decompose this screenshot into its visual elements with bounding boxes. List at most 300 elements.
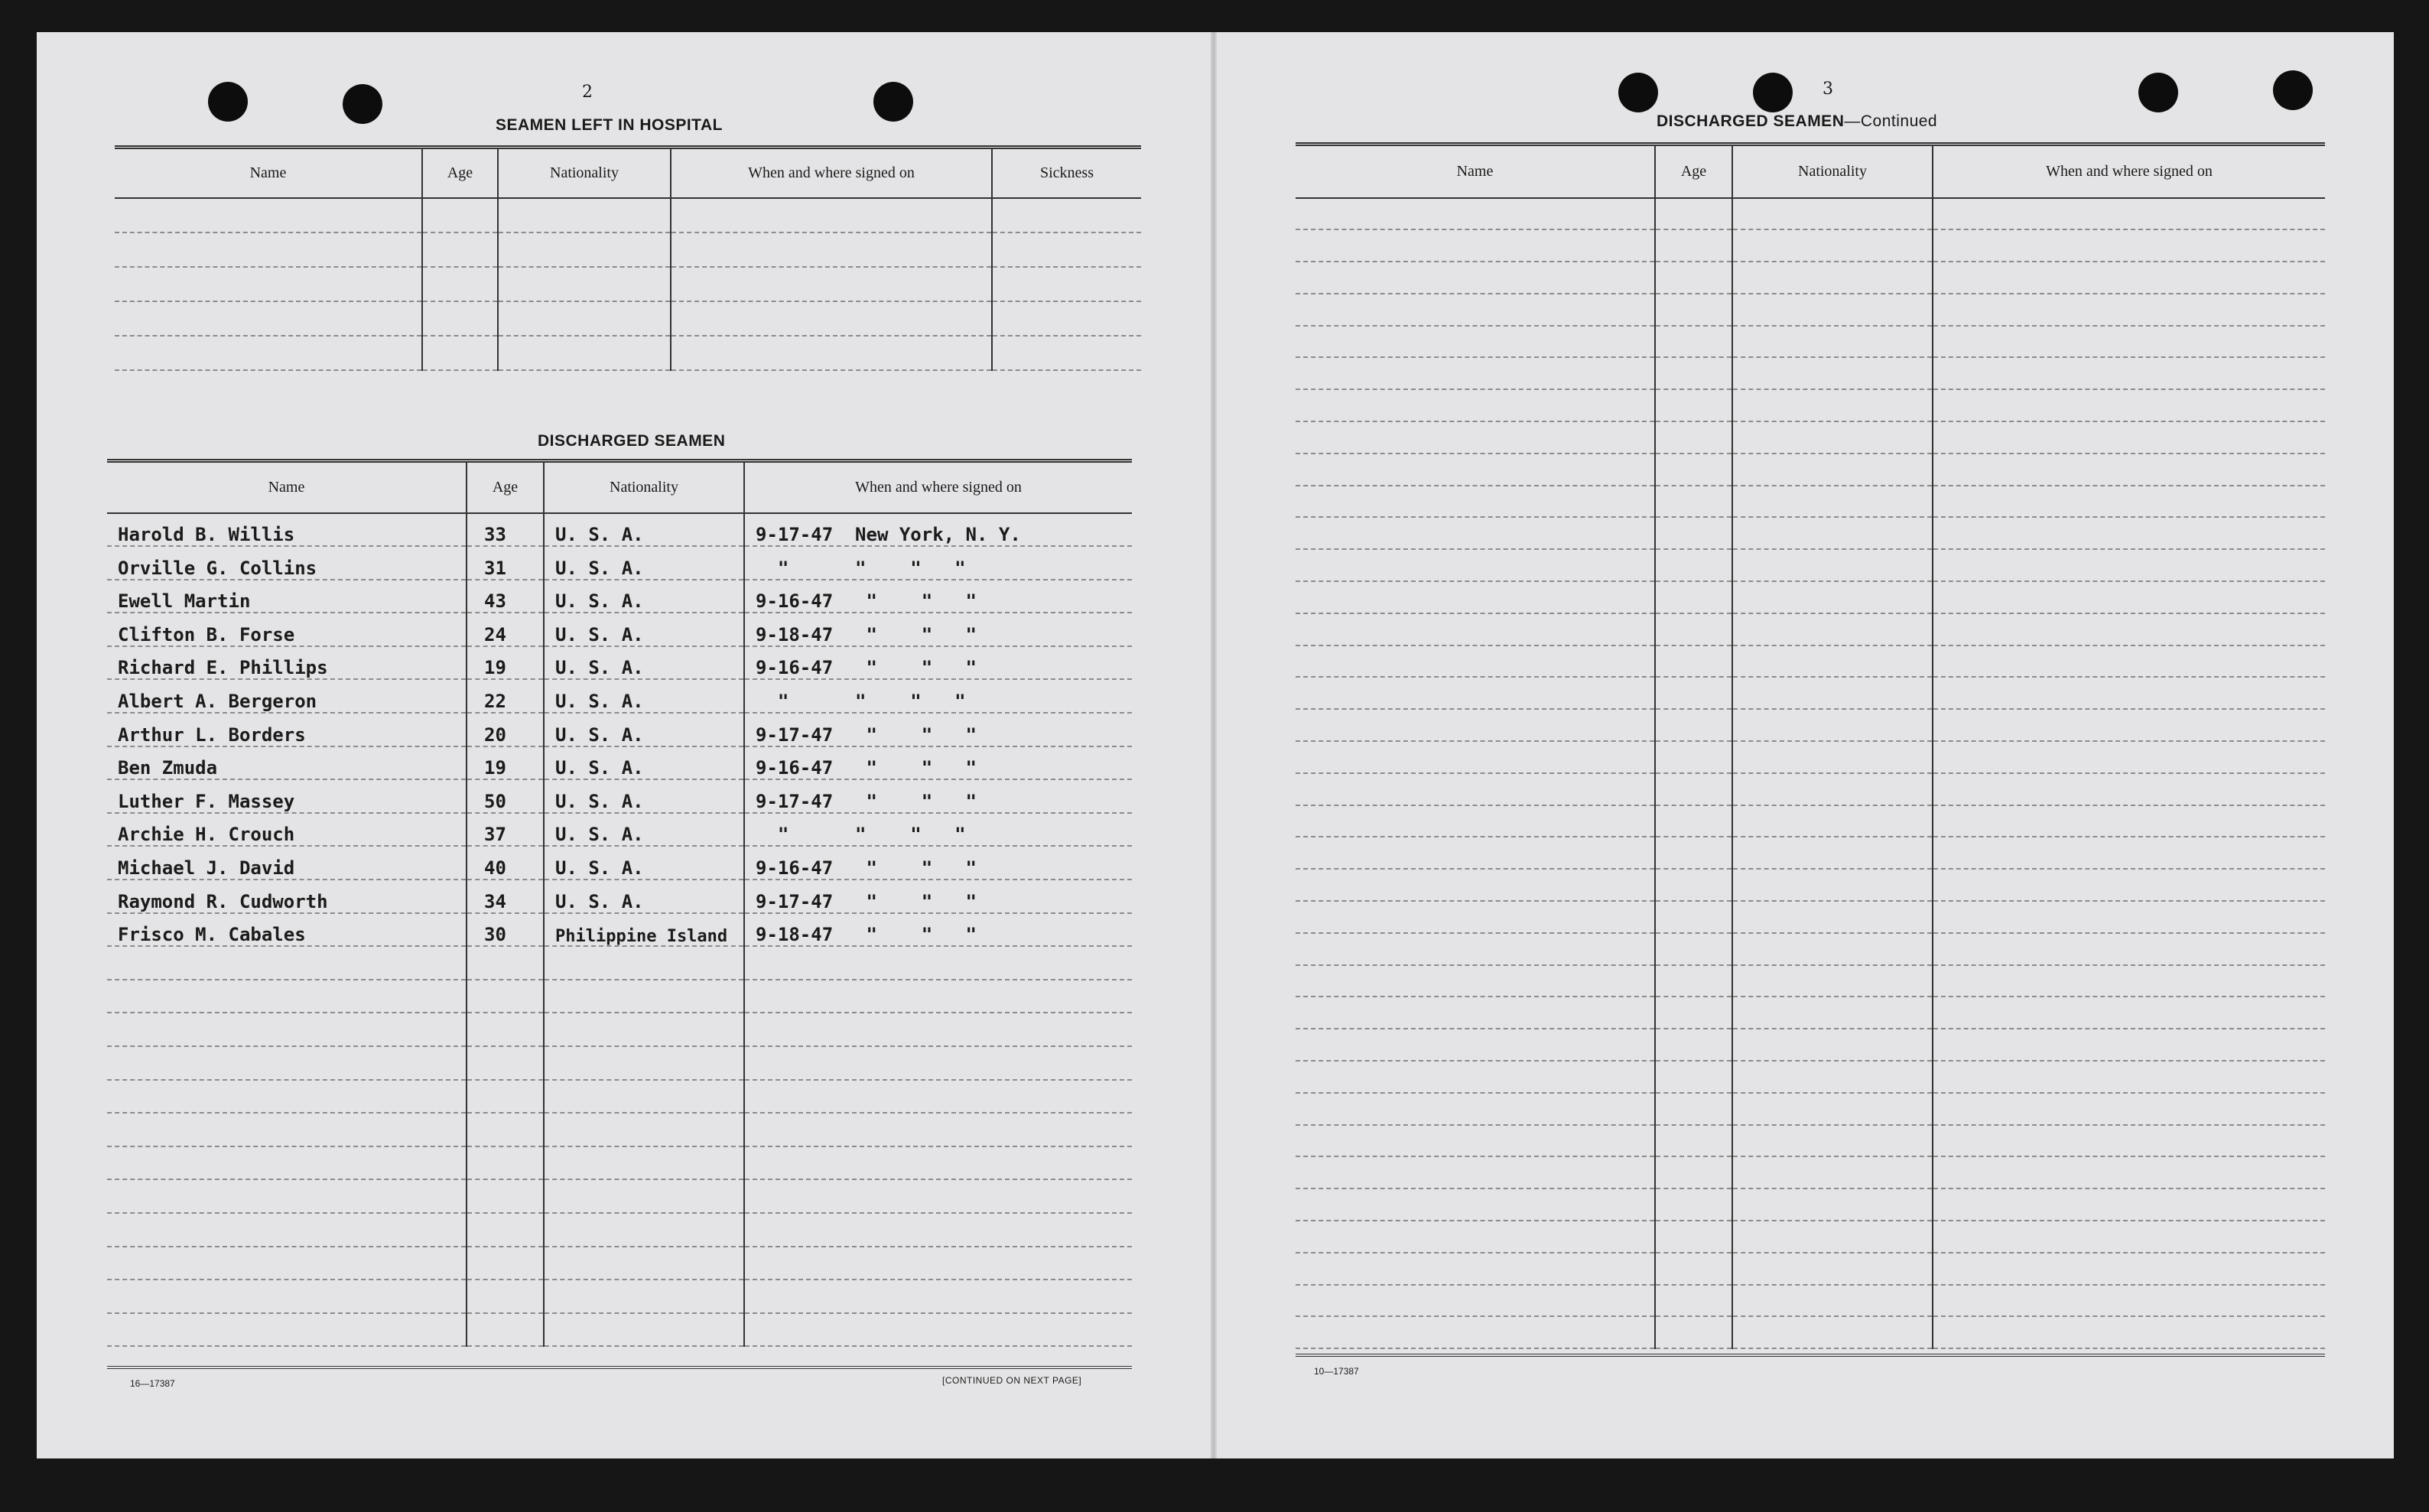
table-row bbox=[107, 1247, 1132, 1280]
seaman-age: 33 bbox=[467, 513, 544, 547]
table-cell bbox=[1655, 1156, 1732, 1188]
table-cell bbox=[467, 946, 544, 980]
seaman-name: Ben Zmuda bbox=[107, 746, 467, 780]
page-gutter bbox=[1211, 32, 1217, 1458]
table-cell bbox=[422, 198, 498, 232]
table-cell bbox=[744, 1113, 1132, 1146]
table-row bbox=[107, 679, 1132, 713]
seaman-name: Harold B. Willis bbox=[107, 513, 467, 547]
seaman-age: 19 bbox=[467, 646, 544, 680]
page-number: 2 bbox=[582, 83, 593, 102]
table-row bbox=[1296, 1188, 2325, 1221]
table-cell bbox=[1655, 837, 1732, 869]
table-cell bbox=[1933, 262, 2325, 294]
table-cell bbox=[1296, 1253, 1655, 1285]
table-cell bbox=[1655, 677, 1732, 709]
table-cell bbox=[1655, 1285, 1732, 1317]
table-row bbox=[1296, 486, 2325, 518]
table-cell bbox=[1296, 198, 1655, 230]
table-cell bbox=[1933, 229, 2325, 262]
table-cell bbox=[1732, 965, 1933, 997]
table-cell bbox=[992, 267, 1141, 301]
discharged-table bbox=[107, 459, 1132, 1347]
seaman-age: 50 bbox=[467, 779, 544, 813]
seaman-signed-on: 9-16-47 " " " bbox=[744, 846, 1132, 880]
table-cell bbox=[1296, 933, 1655, 965]
discharged-continued-table bbox=[1296, 142, 2325, 1349]
table-cell bbox=[1732, 773, 1933, 805]
table-cell bbox=[1296, 1188, 1655, 1221]
page-number: 3 bbox=[1823, 80, 1833, 99]
seaman-name: Orville G. Collins bbox=[107, 546, 467, 580]
table-row bbox=[107, 980, 1132, 1013]
table-cell bbox=[1732, 1188, 1933, 1221]
table-row bbox=[1296, 645, 2325, 678]
seaman-name: Clifton B. Forse bbox=[107, 613, 467, 646]
table-row bbox=[1296, 294, 2325, 326]
table-cell bbox=[744, 1179, 1132, 1213]
table-cell bbox=[1933, 1188, 2325, 1221]
table-cell bbox=[498, 336, 671, 370]
table-cell bbox=[1732, 741, 1933, 773]
table-cell bbox=[1933, 1221, 2325, 1253]
table-cell bbox=[1296, 741, 1655, 773]
column-header-nationality: Nationality bbox=[498, 148, 671, 198]
seaman-nationality: U. S. A. bbox=[544, 880, 744, 913]
form-number: 16—17387 bbox=[130, 1378, 175, 1389]
table-cell bbox=[1933, 357, 2325, 389]
table-cell bbox=[1655, 901, 1732, 933]
table-cell bbox=[1296, 294, 1655, 326]
table-cell bbox=[1296, 1061, 1655, 1093]
seaman-age: 31 bbox=[467, 546, 544, 580]
table-cell bbox=[1655, 1061, 1732, 1093]
table-cell bbox=[544, 1280, 744, 1313]
table-row bbox=[1296, 1061, 2325, 1093]
table-row bbox=[1296, 262, 2325, 294]
seaman-name: Richard E. Phillips bbox=[107, 646, 467, 680]
seaman-age: 37 bbox=[467, 813, 544, 847]
table-cell bbox=[1732, 997, 1933, 1029]
table-cell bbox=[1296, 1221, 1655, 1253]
table-cell bbox=[1732, 1061, 1933, 1093]
table-cell bbox=[115, 232, 422, 267]
table-cell bbox=[1296, 262, 1655, 294]
table-cell bbox=[544, 1046, 744, 1080]
table-cell bbox=[1296, 1029, 1655, 1061]
table-cell bbox=[1655, 198, 1732, 230]
discharged-section-title: DISCHARGED SEAMEN bbox=[538, 432, 726, 450]
table-cell bbox=[1655, 741, 1732, 773]
table-row bbox=[107, 1146, 1132, 1180]
table-row bbox=[115, 301, 1141, 336]
table-cell bbox=[1732, 645, 1933, 678]
punch-hole bbox=[208, 82, 248, 122]
table-row bbox=[115, 267, 1141, 301]
table-cell bbox=[1655, 326, 1732, 358]
table-row bbox=[107, 813, 1132, 847]
seaman-name: Raymond R. Cudworth bbox=[107, 880, 467, 913]
seaman-signed-on: " " " " bbox=[744, 679, 1132, 713]
table-cell bbox=[1933, 773, 2325, 805]
table-cell bbox=[1732, 709, 1933, 741]
table-row bbox=[1296, 773, 2325, 805]
table-cell bbox=[1655, 773, 1732, 805]
table-cell bbox=[1933, 1316, 2325, 1348]
table-cell bbox=[467, 1247, 544, 1280]
table-cell bbox=[1296, 581, 1655, 613]
table-cell bbox=[544, 1313, 744, 1347]
table-cell bbox=[1655, 262, 1732, 294]
table-row bbox=[1296, 837, 2325, 869]
table-cell bbox=[1933, 1285, 2325, 1317]
column-header-nationality: Nationality bbox=[1732, 145, 1933, 198]
table-row bbox=[107, 1113, 1132, 1146]
table-row bbox=[1296, 1125, 2325, 1157]
table-row bbox=[1296, 357, 2325, 389]
table-cell bbox=[1732, 389, 1933, 421]
table-row bbox=[107, 746, 1132, 780]
table-cell bbox=[744, 946, 1132, 980]
table-cell bbox=[1933, 517, 2325, 549]
table-cell bbox=[744, 1046, 1132, 1080]
seaman-nationality: U. S. A. bbox=[544, 846, 744, 880]
table-cell bbox=[107, 1280, 467, 1313]
seaman-age: 43 bbox=[467, 580, 544, 613]
seaman-signed-on: 9-17-47 " " " bbox=[744, 713, 1132, 746]
seaman-name: Arthur L. Borders bbox=[107, 713, 467, 746]
table-cell bbox=[1655, 486, 1732, 518]
table-cell bbox=[544, 1113, 744, 1146]
table-cell bbox=[467, 1046, 544, 1080]
table-row bbox=[1296, 421, 2325, 454]
table-cell bbox=[1296, 454, 1655, 486]
table-cell bbox=[107, 1013, 467, 1046]
table-cell bbox=[1296, 357, 1655, 389]
table-cell bbox=[1933, 837, 2325, 869]
table-cell bbox=[1296, 517, 1655, 549]
table-cell bbox=[1655, 1221, 1732, 1253]
table-row bbox=[107, 513, 1132, 547]
seaman-name: Ewell Martin bbox=[107, 580, 467, 613]
table-cell bbox=[1655, 869, 1732, 901]
table-cell bbox=[1296, 645, 1655, 678]
table-row bbox=[107, 1013, 1132, 1046]
table-cell bbox=[107, 1313, 467, 1347]
table-cell bbox=[107, 1080, 467, 1114]
table-cell bbox=[1933, 1156, 2325, 1188]
table-cell bbox=[467, 1080, 544, 1114]
table-cell bbox=[992, 301, 1141, 336]
table-cell bbox=[1296, 965, 1655, 997]
table-row bbox=[107, 880, 1132, 913]
table-row bbox=[1296, 613, 2325, 645]
table-row bbox=[107, 546, 1132, 580]
table-cell bbox=[1732, 805, 1933, 837]
table-cell bbox=[744, 1313, 1132, 1347]
table-cell bbox=[1933, 421, 2325, 454]
table-row bbox=[1296, 741, 2325, 773]
table-row bbox=[1296, 1156, 2325, 1188]
table-cell bbox=[1933, 965, 2325, 997]
table-cell bbox=[1655, 549, 1732, 581]
table-cell bbox=[744, 1247, 1132, 1280]
table-cell bbox=[1933, 1061, 2325, 1093]
punch-hole bbox=[2273, 70, 2313, 110]
hospital-section-title: SEAMEN LEFT IN HOSPITAL bbox=[496, 116, 723, 134]
seaman-signed-on: 9-18-47 " " " bbox=[744, 913, 1132, 947]
table-cell bbox=[1655, 709, 1732, 741]
table-cell bbox=[1296, 1285, 1655, 1317]
punch-hole bbox=[1618, 73, 1658, 112]
column-header-nationality: Nationality bbox=[544, 461, 744, 513]
column-header-signed-on: When and where signed on bbox=[1933, 145, 2325, 198]
seaman-signed-on: " " " " bbox=[744, 813, 1132, 847]
table-cell bbox=[115, 198, 422, 232]
seaman-age: 20 bbox=[467, 713, 544, 746]
table-cell bbox=[992, 232, 1141, 267]
table-cell bbox=[467, 1146, 544, 1180]
table-row bbox=[1296, 1253, 2325, 1285]
table-cell bbox=[107, 1179, 467, 1213]
table-cell bbox=[1933, 294, 2325, 326]
table-cell bbox=[1655, 1316, 1732, 1348]
table-cell bbox=[467, 1179, 544, 1213]
table-row bbox=[107, 1280, 1132, 1313]
seaman-signed-on: 9-16-47 " " " bbox=[744, 746, 1132, 780]
table-cell bbox=[1933, 581, 2325, 613]
table-cell bbox=[1296, 1156, 1655, 1188]
column-header-sickness: Sickness bbox=[992, 148, 1141, 198]
seaman-age: 22 bbox=[467, 679, 544, 713]
table-cell bbox=[115, 301, 422, 336]
table-cell bbox=[467, 1013, 544, 1046]
table-cell bbox=[1732, 837, 1933, 869]
seaman-name: Albert A. Bergeron bbox=[107, 679, 467, 713]
table-cell bbox=[544, 946, 744, 980]
table-row bbox=[115, 336, 1141, 370]
table-cell bbox=[1296, 677, 1655, 709]
continued-section-title bbox=[1657, 112, 1937, 131]
table-cell bbox=[1933, 741, 2325, 773]
table-cell bbox=[1933, 933, 2325, 965]
table-cell bbox=[1655, 517, 1732, 549]
table-row bbox=[115, 198, 1141, 232]
table-cell bbox=[1933, 454, 2325, 486]
table-row bbox=[1296, 933, 2325, 965]
table-row bbox=[107, 646, 1132, 680]
table-cell bbox=[1732, 454, 1933, 486]
seaman-age: 24 bbox=[467, 613, 544, 646]
table-cell bbox=[744, 1213, 1132, 1247]
table-row bbox=[1296, 869, 2325, 901]
table-cell bbox=[107, 946, 467, 980]
table-cell bbox=[1296, 549, 1655, 581]
table-cell bbox=[1732, 1093, 1933, 1125]
table-row bbox=[1296, 965, 2325, 997]
table-row bbox=[1296, 677, 2325, 709]
bottom-rule bbox=[107, 1366, 1132, 1369]
table-cell bbox=[422, 336, 498, 370]
seaman-signed-on: 9-17-47 New York, N. Y. bbox=[744, 513, 1132, 547]
table-cell bbox=[1296, 486, 1655, 518]
table-row bbox=[107, 713, 1132, 746]
seaman-signed-on: 9-17-47 " " " bbox=[744, 779, 1132, 813]
table-row bbox=[107, 1080, 1132, 1114]
punch-hole bbox=[873, 82, 913, 122]
table-cell bbox=[1933, 613, 2325, 645]
column-header-signed-on: When and where signed on bbox=[744, 461, 1132, 513]
title-text: DISCHARGED SEAMEN bbox=[1657, 112, 1845, 130]
table-cell bbox=[467, 1213, 544, 1247]
table-row bbox=[1296, 229, 2325, 262]
table-row bbox=[107, 613, 1132, 646]
table-row bbox=[1296, 709, 2325, 741]
table-cell bbox=[1655, 421, 1732, 454]
table-cell bbox=[1732, 1029, 1933, 1061]
table-cell bbox=[1296, 389, 1655, 421]
column-header-signed-on: When and where signed on bbox=[671, 148, 992, 198]
seaman-signed-on: 9-16-47 " " " bbox=[744, 580, 1132, 613]
table-cell bbox=[1655, 933, 1732, 965]
table-cell bbox=[467, 980, 544, 1013]
table-cell bbox=[422, 267, 498, 301]
table-cell bbox=[1655, 613, 1732, 645]
table-cell bbox=[1296, 805, 1655, 837]
table-cell bbox=[1296, 1125, 1655, 1157]
table-cell bbox=[1933, 677, 2325, 709]
table-cell bbox=[1296, 997, 1655, 1029]
table-cell bbox=[1655, 1029, 1732, 1061]
seaman-name: Michael J. David bbox=[107, 846, 467, 880]
table-row bbox=[1296, 1221, 2325, 1253]
table-cell bbox=[544, 1247, 744, 1280]
seaman-name: Frisco M. Cabales bbox=[107, 913, 467, 947]
table-row bbox=[1296, 805, 2325, 837]
table-cell bbox=[1732, 1156, 1933, 1188]
table-cell bbox=[671, 232, 992, 267]
column-header-age: Age bbox=[1655, 145, 1732, 198]
table-cell bbox=[1655, 454, 1732, 486]
table-cell bbox=[1933, 389, 2325, 421]
table-row bbox=[1296, 1316, 2325, 1348]
punch-hole bbox=[1753, 73, 1793, 112]
seaman-nationality: U. S. A. bbox=[544, 580, 744, 613]
punch-hole bbox=[343, 84, 382, 124]
table-cell bbox=[1732, 933, 1933, 965]
table-cell bbox=[1296, 709, 1655, 741]
table-cell bbox=[1933, 997, 2325, 1029]
table-cell bbox=[1933, 326, 2325, 358]
column-header-name: Name bbox=[107, 461, 467, 513]
table-cell bbox=[1732, 229, 1933, 262]
punch-hole bbox=[2138, 73, 2178, 112]
table-cell bbox=[1655, 1093, 1732, 1125]
table-cell bbox=[1933, 1093, 2325, 1125]
table-cell bbox=[1732, 294, 1933, 326]
seaman-nationality: U. S. A. bbox=[544, 513, 744, 547]
table-cell bbox=[1732, 486, 1933, 518]
seaman-age: 30 bbox=[467, 913, 544, 947]
table-row bbox=[107, 846, 1132, 880]
table-cell bbox=[107, 1213, 467, 1247]
table-cell bbox=[107, 1046, 467, 1080]
table-cell bbox=[1655, 1188, 1732, 1221]
seaman-nationality: U. S. A. bbox=[544, 813, 744, 847]
table-row bbox=[107, 580, 1132, 613]
table-cell bbox=[744, 980, 1132, 1013]
table-cell bbox=[1655, 581, 1732, 613]
table-cell bbox=[422, 232, 498, 267]
continued-note: [CONTINUED ON NEXT PAGE] bbox=[942, 1375, 1082, 1386]
seaman-nationality: U. S. A. bbox=[544, 713, 744, 746]
table-cell bbox=[671, 267, 992, 301]
column-header-name: Name bbox=[1296, 145, 1655, 198]
table-cell bbox=[1296, 901, 1655, 933]
seaman-signed-on: " " " " bbox=[744, 546, 1132, 580]
table-cell bbox=[1732, 262, 1933, 294]
seaman-age: 19 bbox=[467, 746, 544, 780]
table-cell bbox=[671, 198, 992, 232]
table-cell bbox=[544, 1179, 744, 1213]
seaman-signed-on: 9-17-47 " " " bbox=[744, 880, 1132, 913]
table-cell bbox=[1296, 869, 1655, 901]
table-cell bbox=[1296, 613, 1655, 645]
seaman-signed-on: 9-16-47 " " " bbox=[744, 646, 1132, 680]
table-cell bbox=[467, 1280, 544, 1313]
table-row bbox=[1296, 454, 2325, 486]
table-cell bbox=[1732, 198, 1933, 230]
table-cell bbox=[467, 1313, 544, 1347]
table-cell bbox=[107, 980, 467, 1013]
column-header-age: Age bbox=[467, 461, 544, 513]
table-cell bbox=[1933, 1029, 2325, 1061]
table-cell bbox=[744, 1146, 1132, 1180]
table-cell bbox=[1732, 326, 1933, 358]
table-row bbox=[1296, 1285, 2325, 1317]
table-cell bbox=[1732, 869, 1933, 901]
table-cell bbox=[1732, 1125, 1933, 1157]
seaman-nationality: Philippine Island bbox=[544, 913, 744, 947]
table-row bbox=[1296, 1029, 2325, 1061]
table-cell bbox=[671, 301, 992, 336]
table-cell bbox=[422, 301, 498, 336]
table-cell bbox=[1933, 486, 2325, 518]
table-cell bbox=[1732, 677, 1933, 709]
table-cell bbox=[1732, 901, 1933, 933]
form-number: 10—17387 bbox=[1314, 1366, 1359, 1377]
table-row bbox=[107, 779, 1132, 813]
table-cell bbox=[671, 336, 992, 370]
seaman-age: 40 bbox=[467, 846, 544, 880]
table-cell bbox=[544, 1213, 744, 1247]
table-cell bbox=[467, 1113, 544, 1146]
table-cell bbox=[1655, 645, 1732, 678]
table-cell bbox=[744, 1013, 1132, 1046]
table-cell bbox=[1732, 1221, 1933, 1253]
table-cell bbox=[1933, 1253, 2325, 1285]
table-cell bbox=[107, 1113, 467, 1146]
table-cell bbox=[1732, 581, 1933, 613]
table-cell bbox=[498, 301, 671, 336]
bottom-rule bbox=[1296, 1354, 2325, 1357]
table-cell bbox=[1933, 645, 2325, 678]
table-row bbox=[107, 1213, 1132, 1247]
table-row bbox=[107, 913, 1132, 947]
table-row bbox=[107, 1313, 1132, 1347]
table-cell bbox=[1933, 805, 2325, 837]
table-cell bbox=[1933, 869, 2325, 901]
